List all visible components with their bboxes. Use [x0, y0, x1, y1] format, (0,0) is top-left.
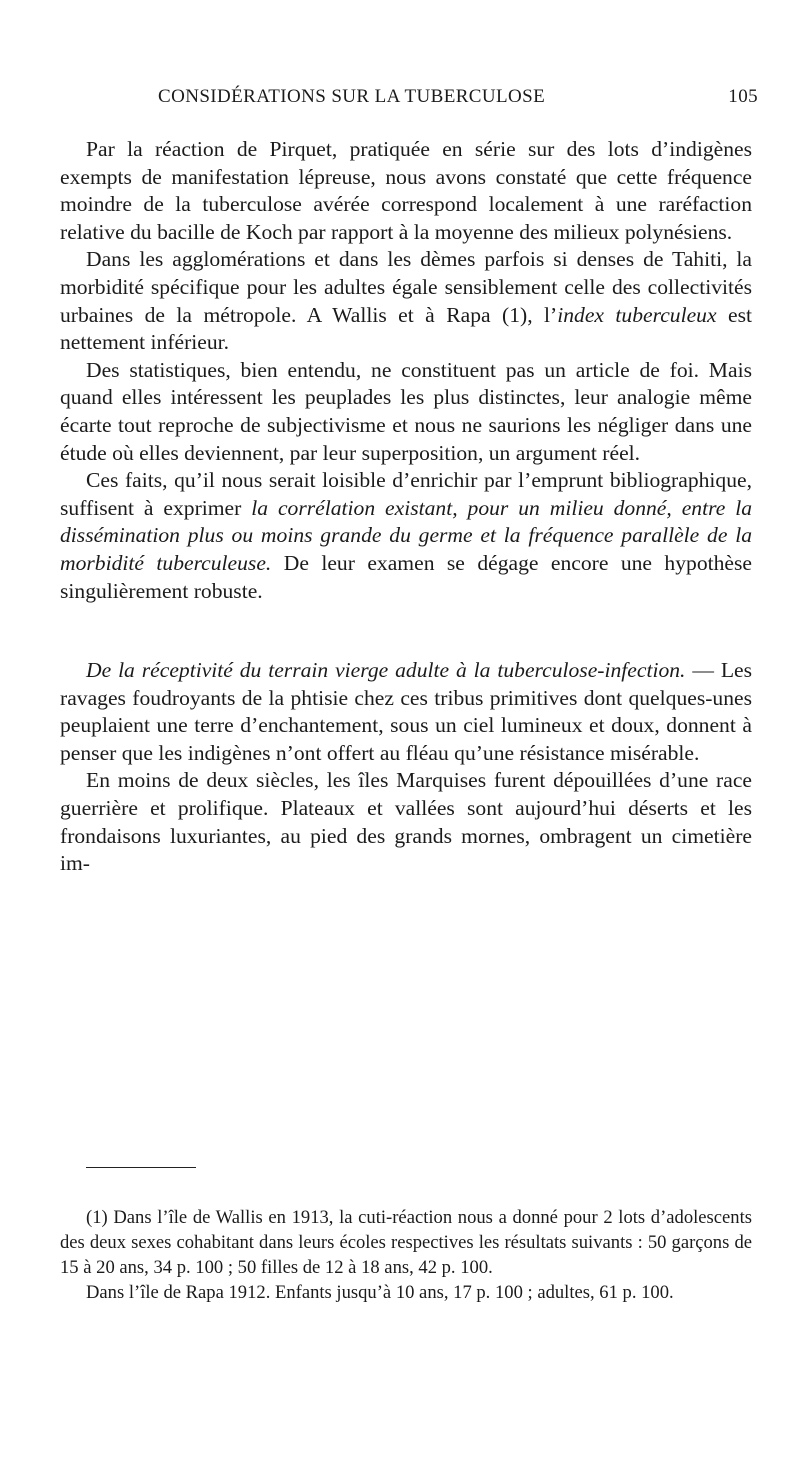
footnote-wallis: (1) Dans l’île de Wallis en 1913, la cuti-réaction nous a donné pour 2 lots d’adolescents des deux sexes cohabitant dans leurs écoles respectives les résultats suivants : 50 garçons de 15 à 20 ans, 34 p. 100 ; 50 filles de 12 à 18 ans, 42 p. 100. [60, 1207, 752, 1278]
footnote-rule [86, 1167, 196, 1168]
paragraph-text: De leur examen se dégage encore une hypothèse singulièrement robuste. [60, 550, 752, 603]
paragraph-tahiti [60, 246, 752, 356]
section-heading: De la réceptivité du terrain vierge adulte à la tuberculose-infection. [86, 658, 686, 683]
paragraph-pirquet [60, 136, 752, 246]
footnote-rapa: Dans l’île de Rapa 1912. Enfants jusqu’à 10 ans, 17 p. 100 ; adultes, 61 p. 100. [86, 1282, 674, 1303]
italic-phrase: index tuberculeux [557, 302, 717, 327]
paragraph-marquises [60, 767, 752, 877]
running-head [158, 86, 758, 116]
body-text [60, 136, 752, 878]
page-number: 105 [728, 86, 758, 107]
paragraph-faits [60, 467, 752, 605]
paragraph-text: Dans les agglomérations et dans les dèmes parfois si denses de Tahiti, la morbidité spécifique pour les adultes égale sensiblement celle des collectivités urbaines de la métropole. A Wallis et à Rapa (1), l’ [60, 247, 752, 327]
italic-phrase: la corrélation existant, pour un milieu donné, entre la dissémination plus ou moins grande du germe et la fréquence parallèle de la morbidité tuberculeuse. [60, 495, 752, 575]
paragraph-text: est nettement inférieur. [60, 302, 752, 355]
paragraph-text: Par la réaction de Pirquet, pratiquée en série sur des lots d’indigènes exempts de manifestation lépreuse, nous avons constaté que cette fréquence moindre de la tuberculose avérée correspond localement à une raréfaction relative du bacille de Koch par rapport à la moyenne des milieux polynésiens. [60, 137, 752, 244]
section-paragraph-receptivite [60, 657, 752, 767]
footnotes [60, 1205, 752, 1305]
paragraph-text: En moins de deux siècles, les îles Marquises furent dépouillées d’une race guerrière et prolifique. Plateaux et vallées sont aujourd’hui déserts et les frondaisons luxuriantes, au pied des grands mornes, ombragent un cimetière im- [60, 768, 752, 876]
paragraph-text: — Les ravages foudroyants de la phtisie chez ces tribus primitives dont quelques-unes peuplaient une terre d’enchantement, sous un ciel lumineux et doux, donnent à penser que les indigènes n’ont offert au fléau qu’une résistance misérable. [60, 658, 752, 765]
running-head-title: CONSIDÉRATIONS SUR LA TUBERCULOSE [158, 86, 546, 107]
section-spacer [60, 605, 752, 657]
paragraph-text: Des statistiques, bien entendu, ne constituent pas un article de foi. Mais quand elles intéressent les peuplades les plus distinctes, leur analogie même écarte tout reproche de subjectivisme et nous ne saurions les négliger dans une étude où elles deviennent, par leur superposition, un argument réel. [60, 357, 752, 465]
paragraph-text: Ces faits, qu’il nous serait loisible d’enrichir par l’emprunt bibliographique, suffisent à exprimer [60, 468, 752, 520]
paragraph-statistiques [60, 357, 752, 467]
